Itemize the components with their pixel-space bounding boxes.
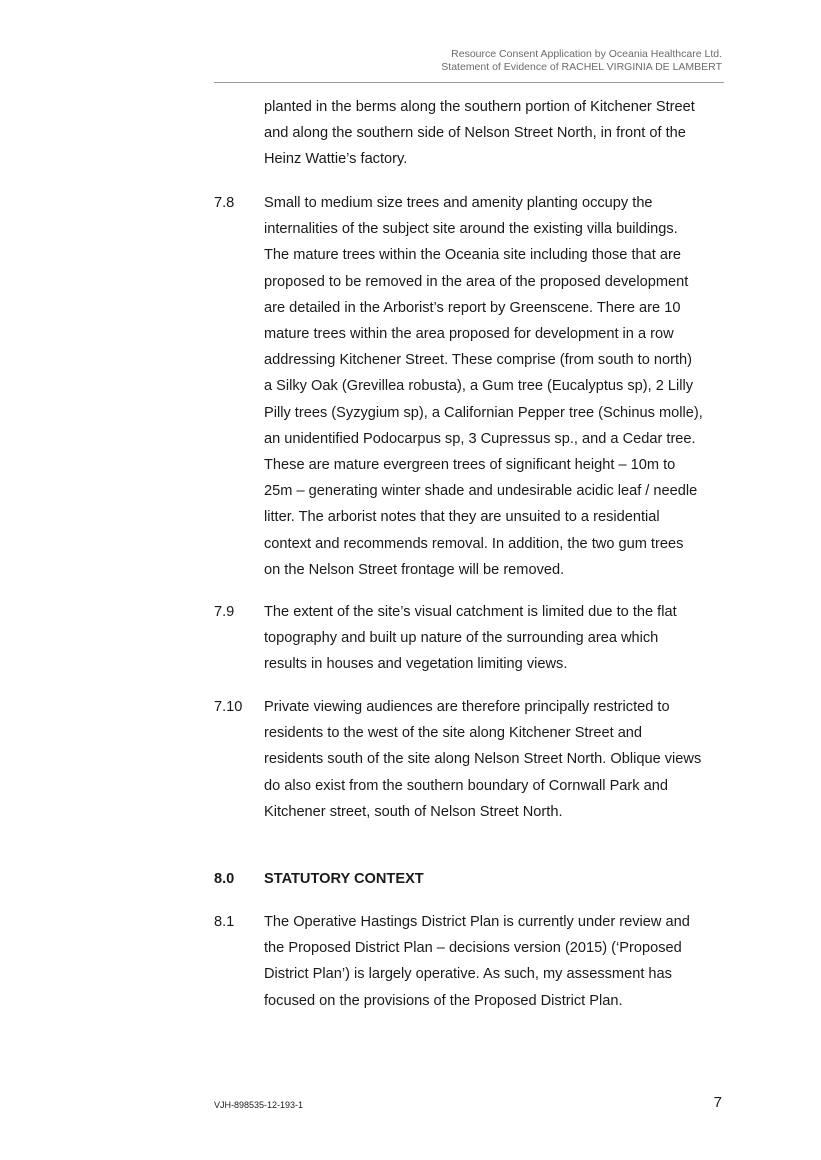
text-line: The mature trees within the Oceania site including those that are bbox=[264, 247, 681, 264]
page-header bbox=[214, 48, 722, 74]
text-line: on the Nelson Street frontage will be removed. bbox=[264, 561, 565, 578]
text-line: a Silky Oak (Grevillea robusta), a Gum tree (Eucalyptus sp), 2 Lilly bbox=[264, 378, 694, 395]
text-line: planted in the berms along the southern portion of Kitchener Street bbox=[264, 99, 695, 115]
text-line: are detailed in the Arborist’s report by Greenscene. There are 10 bbox=[264, 299, 681, 316]
header-divider bbox=[214, 82, 724, 83]
page-number: 7 bbox=[713, 1094, 722, 1111]
text-line: The extent of the site’s visual catchment is limited due to the flat bbox=[264, 604, 677, 620]
paragraph-7-9 bbox=[214, 599, 724, 678]
text-line: internalities of the subject site around the existing villa buildings. bbox=[264, 221, 678, 238]
text-line: results in houses and vegetation limiting views. bbox=[264, 656, 568, 673]
paragraph-number: 7.9 bbox=[214, 604, 235, 620]
section-title: STATUTORY CONTEXT bbox=[264, 871, 424, 887]
text-line: Kitchener street, south of Nelson Street North. bbox=[264, 803, 563, 820]
text-line: residents south of the site along Nelson Street North. Oblique views bbox=[264, 751, 702, 768]
header-line-2: Statement of Evidence of RACHEL VIRGINIA DE LAMBERT bbox=[441, 61, 722, 73]
paragraph-7-8 bbox=[214, 190, 724, 583]
document-reference: VJH-898535-12-193-1 bbox=[214, 1100, 304, 1110]
text-line: Pilly trees (Syzygium sp), a Californian Pepper tree (Schinus molle), bbox=[264, 404, 703, 421]
text-line: context and recommends removal. In addition, the two gum trees bbox=[264, 535, 684, 552]
continuation-paragraph bbox=[214, 94, 724, 173]
text-line: residents to the west of the site along Kitchener Street and bbox=[264, 725, 643, 742]
text-line: 25m – generating winter shade and undesirable acidic leaf / needle bbox=[264, 483, 698, 500]
paragraph-number: 8.1 bbox=[214, 914, 235, 930]
text-line: proposed to be removed in the area of the proposed development bbox=[264, 273, 689, 290]
text-line: mature trees within the area proposed for development in a row bbox=[264, 326, 674, 343]
paragraph-8-1 bbox=[214, 909, 724, 1014]
section-heading bbox=[214, 866, 724, 892]
text-line: litter. The arborist notes that they are unsuited to a residential bbox=[264, 509, 660, 526]
section-number: 8.0 bbox=[214, 871, 235, 887]
text-line: Heinz Wattie’s factory. bbox=[264, 151, 408, 168]
paragraph-number: 7.8 bbox=[214, 195, 235, 211]
text-line: Private viewing audiences are therefore principally restricted to bbox=[264, 699, 670, 715]
text-line: These are mature evergreen trees of significant height – 10m to bbox=[264, 457, 676, 474]
text-line: focused on the provisions of the Proposed District Plan. bbox=[264, 992, 623, 1009]
paragraph-7-10 bbox=[214, 694, 724, 825]
text-line: do also exist from the southern boundary of Cornwall Park and bbox=[264, 777, 668, 794]
paragraph-number: 7.10 bbox=[214, 699, 243, 715]
header-line-1: Resource Consent Application by Oceania Healthcare Ltd. bbox=[451, 48, 722, 60]
text-line: District Plan’) is largely operative. As such, my assessment has bbox=[264, 966, 672, 983]
text-line: and along the southern side of Nelson Street North, in front of the bbox=[264, 125, 686, 142]
text-line: The Operative Hastings District Plan is currently under review and bbox=[264, 914, 690, 930]
text-line: an unidentified Podocarpus sp, 3 Cupressus sp., and a Cedar tree. bbox=[264, 430, 696, 447]
text-line: the Proposed District Plan – decisions version (2015) (‘Proposed bbox=[264, 940, 682, 957]
text-line: topography and built up nature of the surrounding area which bbox=[264, 630, 659, 647]
text-line: addressing Kitchener Street. These comprise (from south to north) bbox=[264, 352, 693, 369]
text-line: Small to medium size trees and amenity planting occupy the bbox=[264, 195, 653, 211]
